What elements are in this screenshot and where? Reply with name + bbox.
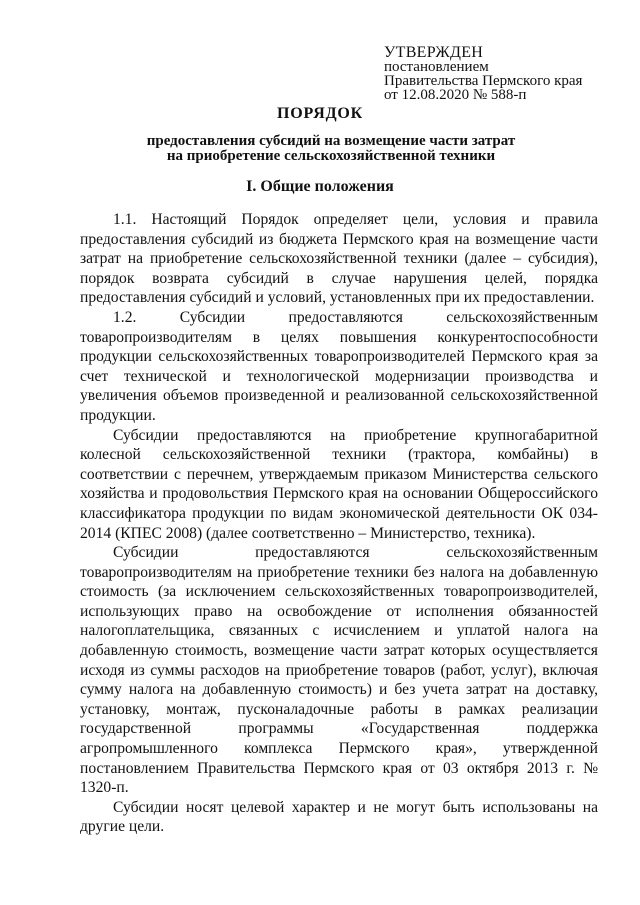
section-heading: I. Общие положения xyxy=(246,178,394,195)
approval-heading: УТВЕРЖДЕН xyxy=(384,44,484,61)
document-title: ПОРЯДОК xyxy=(276,105,364,122)
paragraph-1-1: 1.1. Настоящий Порядок определяет цели, условия и правила предоставления субсидий из бюджета Пермского края на возмещение части затрат на приобретение сельскохозяйственной техники (далее – субсидия), порядок возврата субсидий в случае нарушения целей, порядка предоставления субсидий и условий, установленных при их предоставлении. xyxy=(80,211,598,307)
paragraph-purpose: Субсидии носят целевой характер и не могут быть использованы на другие цели. xyxy=(80,798,598,836)
paragraph-equipment-list: Субсидии предоставляются на приобретение крупногабаритной колесной сельскохозяйственной техники (трактора, комбайны) в соответствии с перечнем, утверждаемым приказом Министерства сельского хозяйства и продовольствия Пермского края на основании Общероссийского классификатора продукции по видам экономической деятельности ОК 034-2014 (КПЕС 2008) (далее соответственно – Министерство, техника). xyxy=(80,426,598,542)
approval-date-line: от 12.08.2020 № 588-п xyxy=(384,87,527,103)
approval-line: Правительства Пермского края xyxy=(384,73,583,89)
paragraph-vat: Субсидии предоставляются сельскохозяйственным товаропроизводителям на приобретение техники без налога на добавленную стоимость (за исключением сельскохозяйственных товаропроизводителей, использующих право на освобождение от исполнения обязанностей налогоплательщика, связанных с исчислением и уплатой налога на добавленную стоимость, возмещение части затрат которых осуществляется исходя из суммы расходов на приобретение товаров (работ, услуг), включая сумму налога на добавленную стоимость) и без учета затрат на доставку, установку, монтаж, пусконаладочные работы в рамках реализации государственной программы «Государственная поддержка агропромышленного комплекса Пермского края», утвержденной постановлением Правительства Пермского края от 03 октября 2013 г. № 1320-п. xyxy=(80,544,598,797)
approval-line: постановлением xyxy=(384,59,489,75)
document-subtitle xyxy=(60,134,602,164)
approval-block xyxy=(384,46,582,102)
paragraph-1-2: 1.2. Субсидии предоставляются сельскохозяйственным товаропроизводителям в целях повышения конкурентоспособности продукции сельскохозяйственных товаропроизводителей Пермского края за счет технической и технологической модернизации производства и увеличения объемов произведенной и реализованной сельскохозяйственной продукции. xyxy=(80,308,598,424)
subtitle-line: на приобретение сельскохозяйственной техники xyxy=(166,148,496,164)
body-text xyxy=(80,210,598,837)
subtitle-line: предоставления субсидий на возмещение части затрат xyxy=(146,133,516,149)
